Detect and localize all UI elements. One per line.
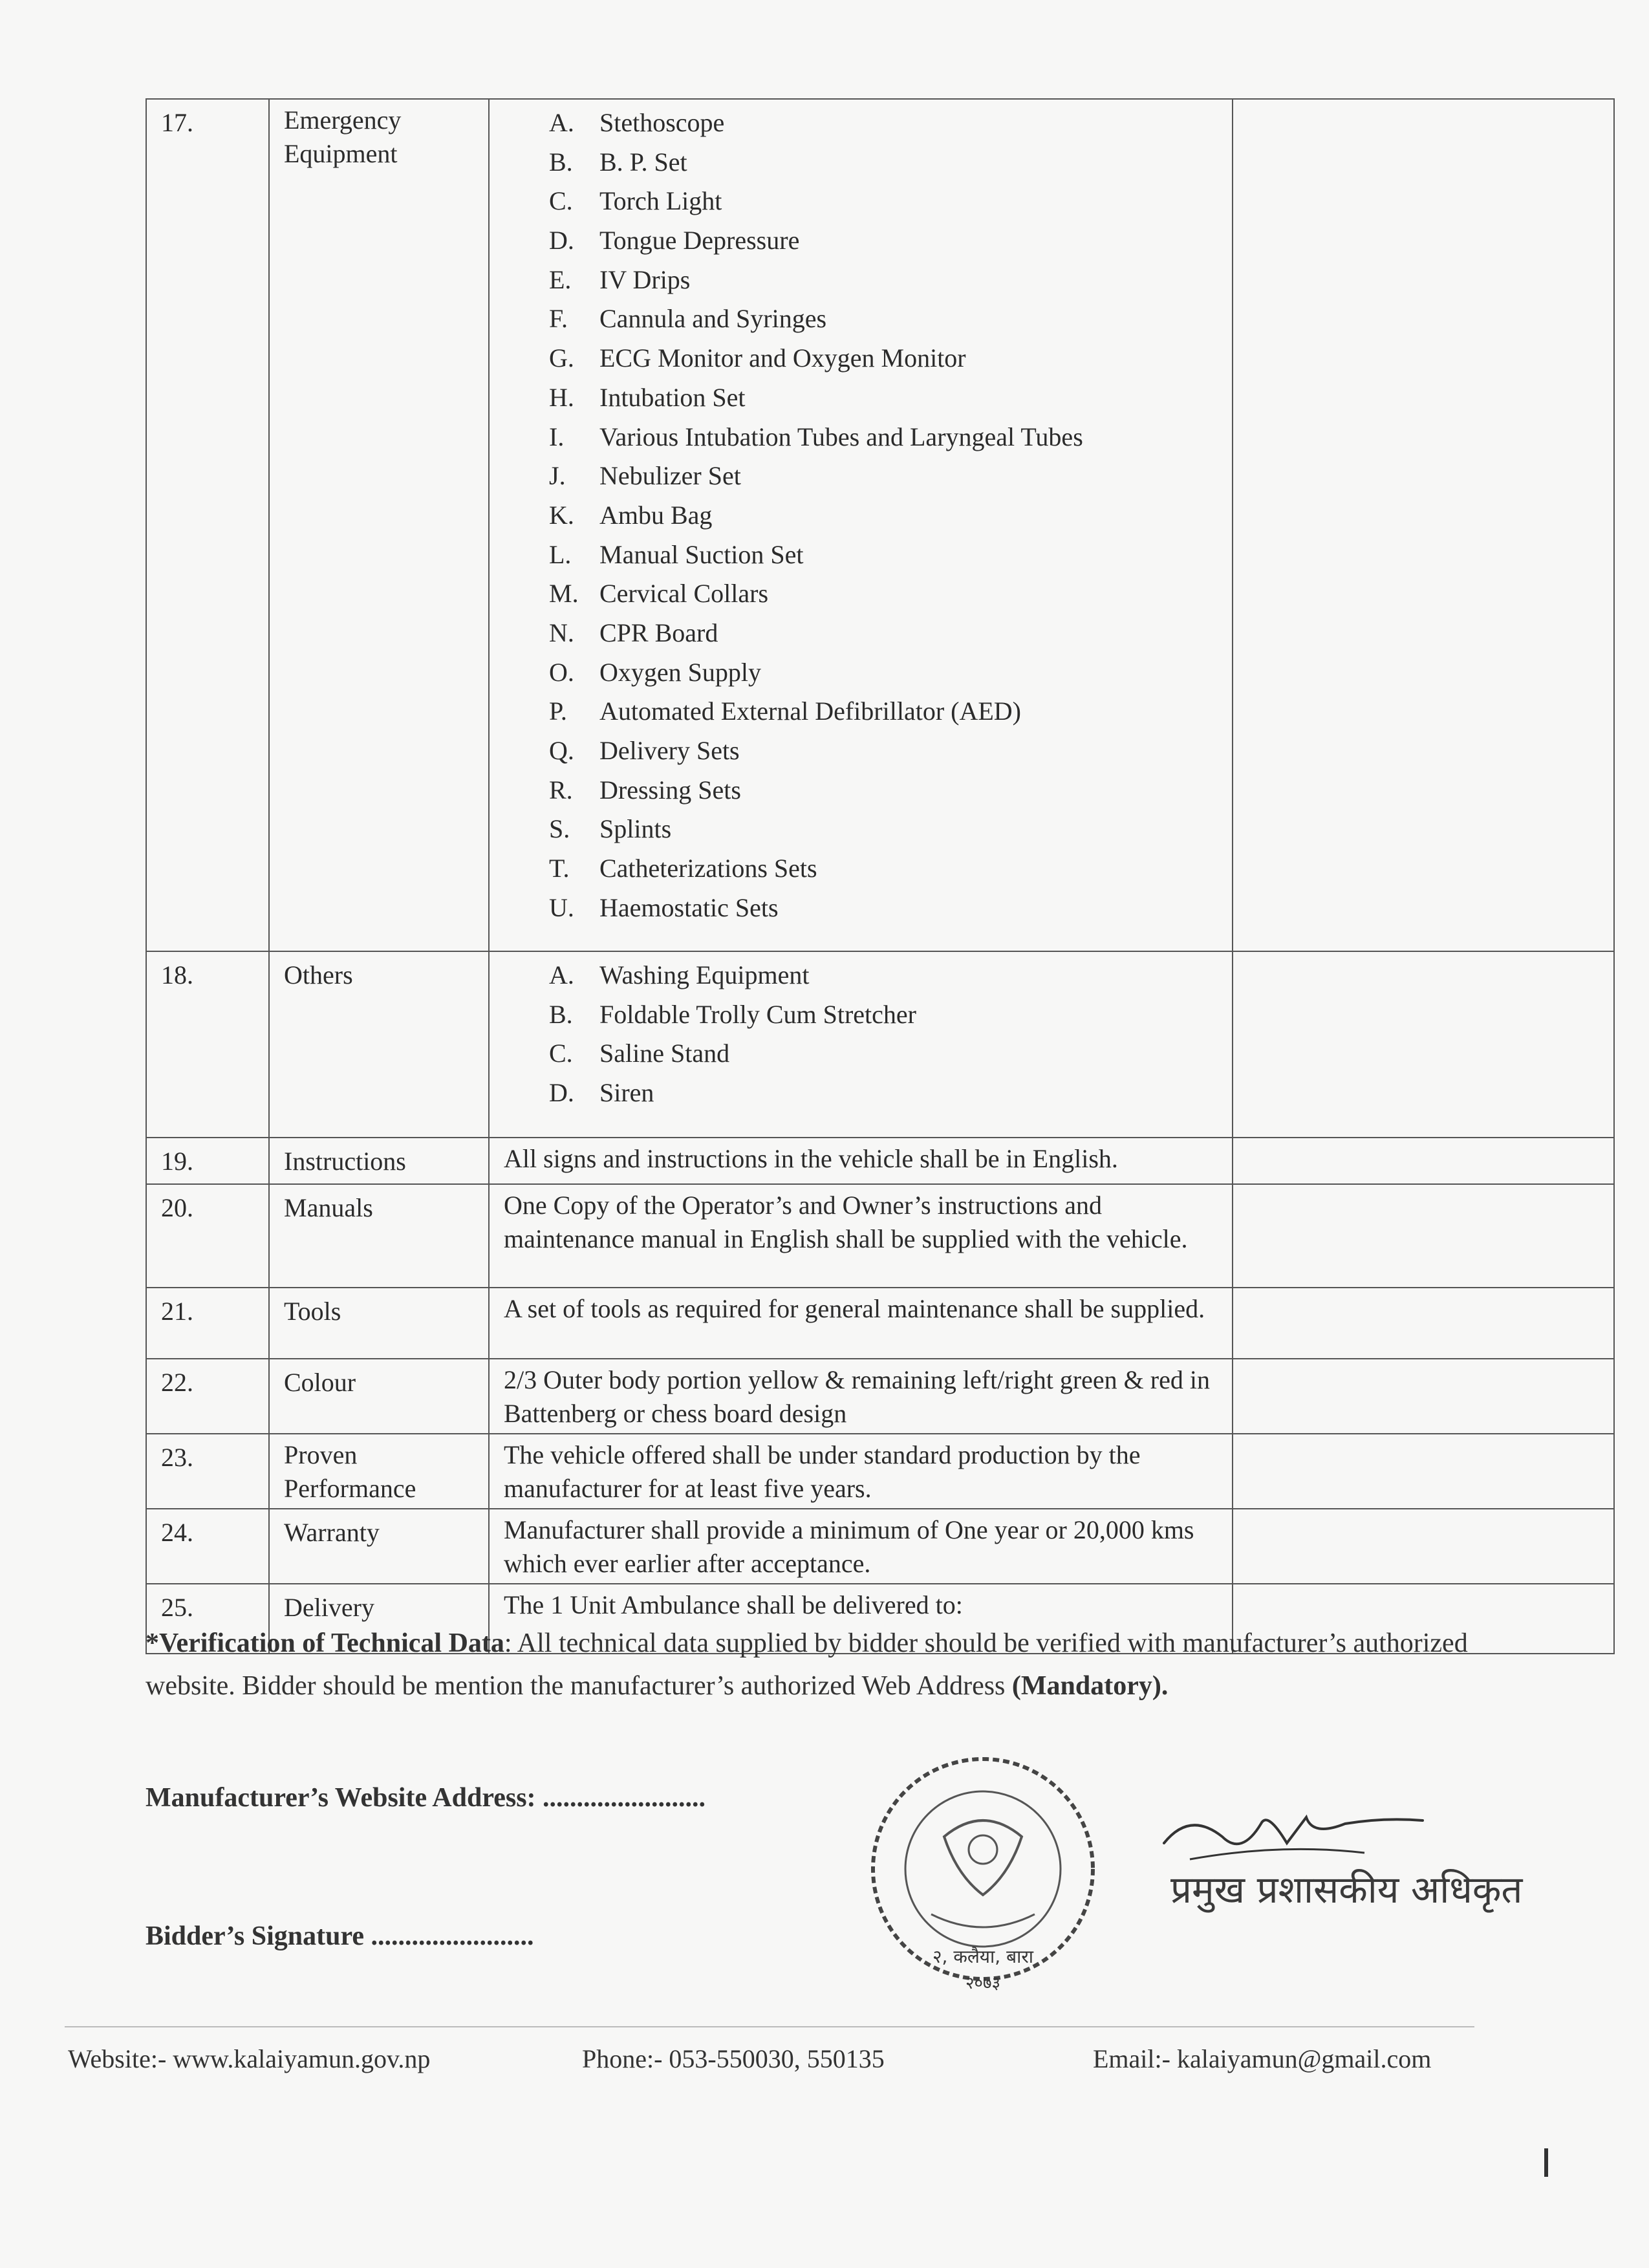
equipment-list <box>504 956 1218 1113</box>
official-seal-icon <box>854 1746 1112 2005</box>
list-item: O. Oxygen Supply <box>549 657 761 687</box>
list-item: A. Stethoscope <box>549 108 725 137</box>
verification-mandatory: (Mandatory). <box>1011 1671 1169 1701</box>
table-row <box>146 1288 1614 1359</box>
list-item: U. Haemostatic Sets <box>549 892 779 922</box>
list-item: D. Tongue Depressure <box>549 226 800 255</box>
bidder-signature-line <box>146 1921 534 1952</box>
response-cell[interactable] <box>1233 99 1614 951</box>
row-spec: One Copy of the Operator’s and Owner’s instructions and maintenance manual in English shall be supplied with the vehicle. <box>489 1184 1233 1288</box>
footer-phone: Phone:- 053-550030, 550135 <box>582 2044 885 2073</box>
list-item: S. Splints <box>549 814 672 844</box>
list-item: A. Washing Equipment <box>549 960 810 989</box>
list-item: L. Manual Suction Set <box>549 539 804 569</box>
row-item: Warranty <box>269 1509 489 1584</box>
row-item: Others <box>269 951 489 1138</box>
response-cell[interactable] <box>1233 951 1614 1138</box>
response-cell[interactable] <box>1233 1184 1614 1288</box>
table-row <box>146 99 1614 951</box>
row-item: Manuals <box>269 1184 489 1288</box>
response-cell[interactable] <box>1233 1359 1614 1434</box>
footer-website[interactable]: Website:- www.kalaiyamun.gov.np <box>68 2044 431 2073</box>
list-item: M. Cervical Collars <box>549 579 769 609</box>
row-number: 22. <box>146 1359 269 1434</box>
response-cell[interactable] <box>1233 1138 1614 1184</box>
svg-text:२०७३: २०७३ <box>965 1974 1001 1993</box>
response-cell[interactable] <box>1233 1434 1614 1509</box>
list-item: J. Nebulizer Set <box>549 461 741 491</box>
row-item: Emergency Equipment <box>269 99 489 951</box>
list-item: I. Various Intubation Tubes and Laryngeal Tubes <box>549 422 1083 451</box>
table-row <box>146 951 1614 1138</box>
row-item: Instructions <box>269 1138 489 1184</box>
svg-text:२, कलैया, बारा: २, कलैया, बारा <box>932 1946 1034 1967</box>
row-spec: The 1 Unit Ambulance shall be delivered to: <box>489 1584 1233 1654</box>
row-spec <box>489 99 1233 951</box>
table-row <box>146 1509 1614 1584</box>
row-item: Proven Performance <box>269 1434 489 1509</box>
list-item: N. CPR Board <box>549 618 718 647</box>
response-cell[interactable] <box>1233 1288 1614 1359</box>
list-item: K. Ambu Bag <box>549 500 713 530</box>
list-item: D. Siren <box>549 1078 654 1108</box>
verification-note <box>146 1622 1542 1707</box>
row-spec: 2/3 Outer body portion yellow & remaining left/right green & red in Battenberg or chess board design <box>489 1359 1233 1434</box>
list-item: C. Torch Light <box>549 186 722 216</box>
designation-stamp: प्रमुख प्रशासकीय अधिकृत <box>1170 1868 1523 1912</box>
list-item: F. Cannula and Syringes <box>549 304 827 334</box>
verification-body: : All technical data supplied by bidder should be verified with manufacturer’s authorized website. Bidder should be mention the manufacturer’s authorized Web Address <box>146 1628 1468 1701</box>
website-address-field[interactable]: ........................ <box>543 1783 706 1813</box>
list-item: B. Foldable Trolly Cum Stretcher <box>549 999 916 1029</box>
list-item: T. Catheterizations Sets <box>549 854 817 883</box>
table-row <box>146 1434 1614 1509</box>
row-item: Tools <box>269 1288 489 1359</box>
verification-heading: *Verification of Technical Data <box>146 1628 504 1658</box>
table-row <box>146 1184 1614 1288</box>
row-item: Delivery <box>269 1584 489 1654</box>
row-spec: The vehicle offered shall be under standard production by the manufacturer for at least five years. <box>489 1434 1233 1509</box>
row-number: 24. <box>146 1509 269 1584</box>
table-row <box>146 1138 1614 1184</box>
list-item: C. Saline Stand <box>549 1039 730 1068</box>
bidder-signature-field[interactable]: ........................ <box>371 1921 534 1951</box>
response-cell[interactable] <box>1233 1509 1614 1584</box>
row-number: 20. <box>146 1184 269 1288</box>
row-number: 25. <box>146 1584 269 1654</box>
list-item: P. Automated External Defibrillator (AED) <box>549 697 1021 726</box>
list-item: B. B. P. Set <box>549 147 687 177</box>
row-number: 21. <box>146 1288 269 1359</box>
footer-email[interactable]: Email:- kalaiyamun@gmail.com <box>1093 2044 1432 2073</box>
row-number: 18. <box>146 951 269 1138</box>
list-item: E. IV Drips <box>549 265 691 294</box>
row-spec: Manufacturer shall provide a minimum of One year or 20,000 kms which ever earlier after acceptance. <box>489 1509 1233 1584</box>
bidder-signature-label: Bidder’s Signature <box>146 1921 364 1951</box>
spec-table <box>146 98 1615 1654</box>
list-item: R. Dressing Sets <box>549 775 741 805</box>
table-row <box>146 1359 1614 1434</box>
footer-divider <box>65 2026 1474 2027</box>
list-item: G. ECG Monitor and Oxygen Monitor <box>549 343 966 373</box>
row-spec: All signs and instructions in the vehicle shall be in English. <box>489 1138 1233 1184</box>
row-number: 19. <box>146 1138 269 1184</box>
row-spec <box>489 951 1233 1138</box>
page-mark <box>1544 2148 1548 2177</box>
row-spec: A set of tools as required for general maintenance shall be supplied. <box>489 1288 1233 1359</box>
list-item: Q. Delivery Sets <box>549 736 740 765</box>
website-address-label: Manufacturer’s Website Address: <box>146 1783 536 1813</box>
website-address-line <box>146 1782 706 1813</box>
equipment-list <box>504 103 1218 927</box>
row-item: Colour <box>269 1359 489 1434</box>
row-number: 23. <box>146 1434 269 1509</box>
row-number: 17. <box>146 99 269 951</box>
list-item: H. Intubation Set <box>549 382 746 412</box>
